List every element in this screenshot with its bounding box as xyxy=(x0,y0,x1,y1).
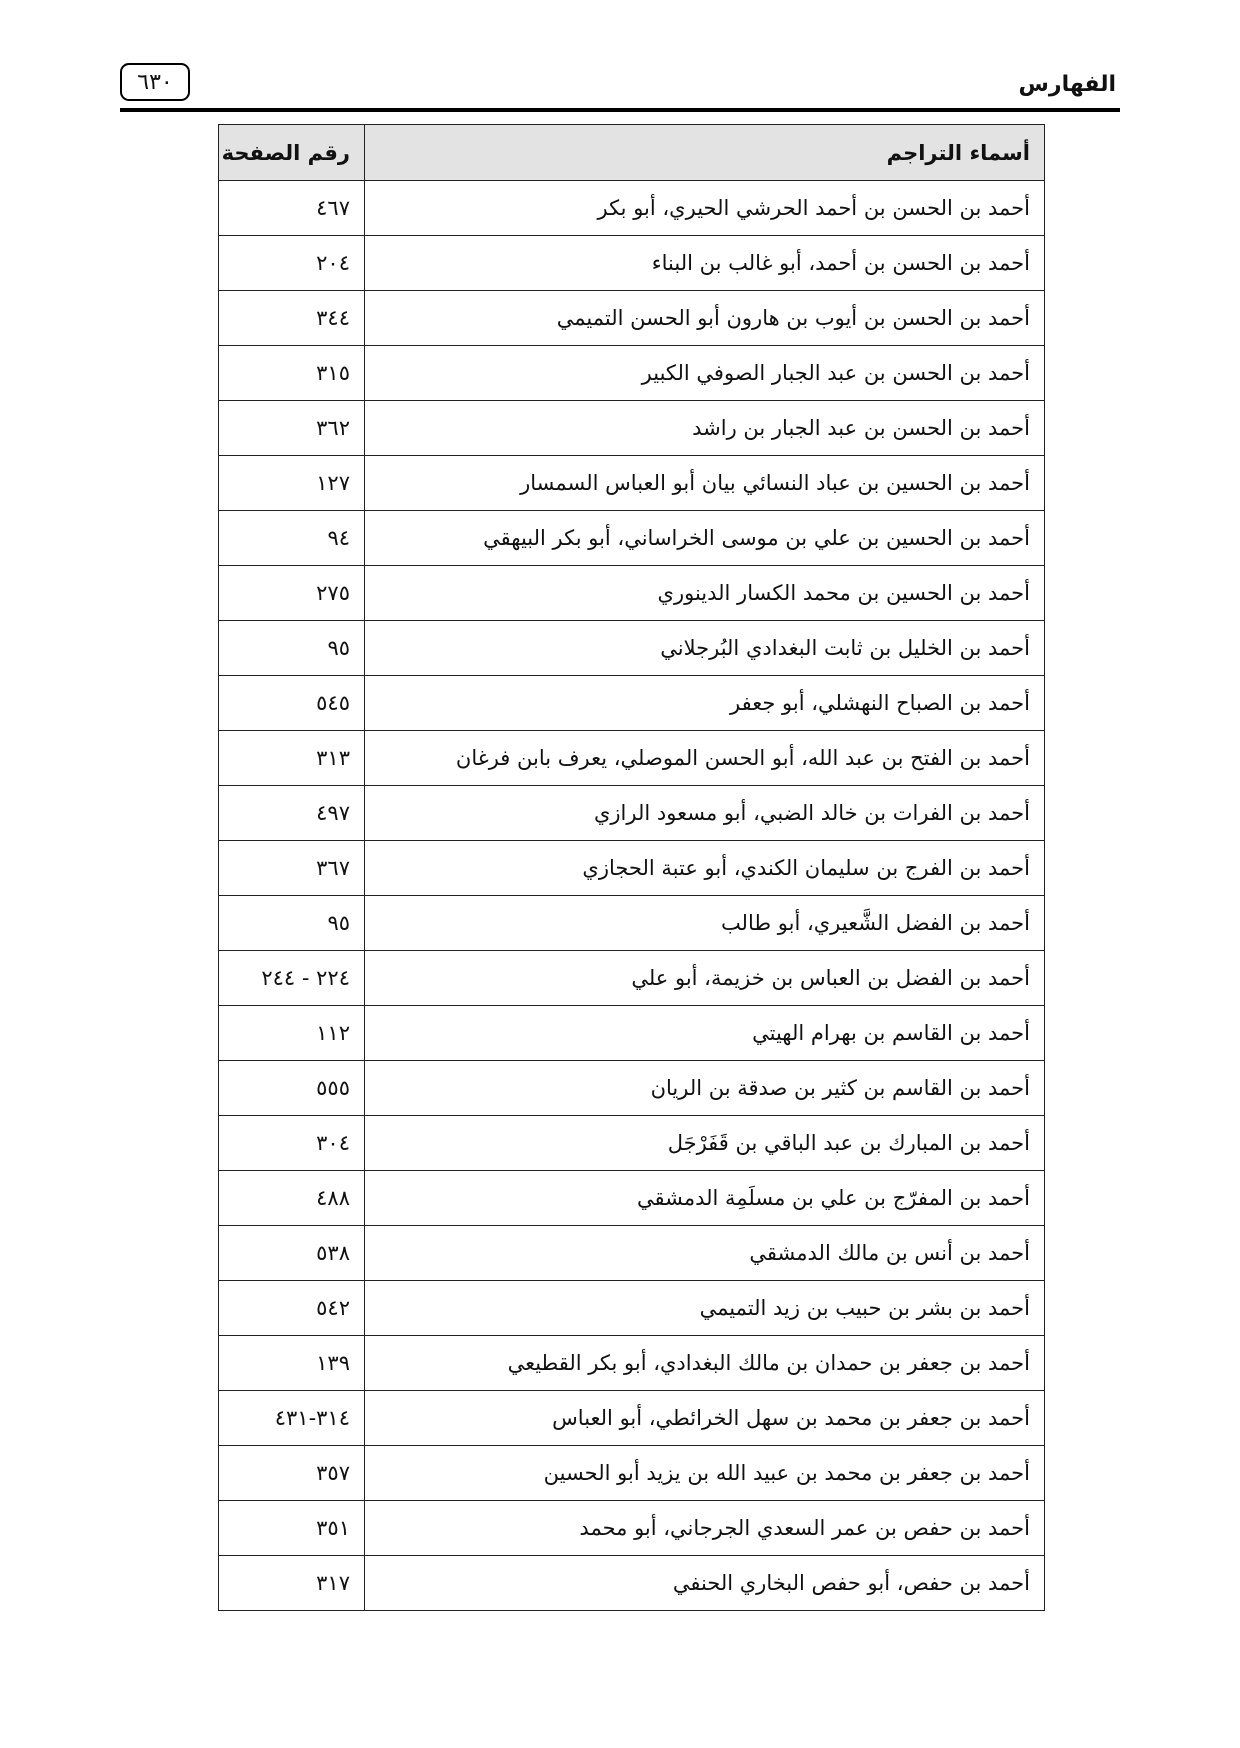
page-reference: ٩٥ xyxy=(219,896,365,951)
table-row xyxy=(219,731,1045,786)
running-head: الفهارس xyxy=(1018,72,1116,97)
biography-name: أحمد بن الفضل بن العباس بن خزيمة، أبو علي xyxy=(365,951,1045,1006)
biography-name: أحمد بن القاسم بن بهرام الهيتي xyxy=(365,1006,1045,1061)
biography-name: أحمد بن الحسين بن عباد النسائي بيان أبو العباس السمسار xyxy=(365,456,1045,511)
page-reference: ٩٥ xyxy=(219,621,365,676)
page-reference: ٤٨٨ xyxy=(219,1171,365,1226)
biography-name: أحمد بن الحسن بن عبد الجبار الصوفي الكبير xyxy=(365,346,1045,401)
table-row xyxy=(219,1446,1045,1501)
table-row xyxy=(219,896,1045,951)
biography-name: أحمد بن حفص، أبو حفص البخاري الحنفي xyxy=(365,1556,1045,1611)
table-row xyxy=(219,346,1045,401)
page-reference: ١١٢ xyxy=(219,1006,365,1061)
biography-name: أحمد بن الفتح بن عبد الله، أبو الحسن الموصلي، يعرف بابن فرغان xyxy=(365,731,1045,786)
table-row xyxy=(219,1226,1045,1281)
biography-name: أحمد بن المفرّج بن علي بن مسلَمِة الدمشقي xyxy=(365,1171,1045,1226)
biographies-index-table xyxy=(218,124,1045,1611)
biography-name: أحمد بن الحسين بن محمد الكسار الدينوري xyxy=(365,566,1045,621)
page-reference: ٣٦٧ xyxy=(219,841,365,896)
table-row xyxy=(219,1281,1045,1336)
table-row xyxy=(219,181,1045,236)
table-row xyxy=(219,786,1045,841)
page-reference: ٥٤٢ xyxy=(219,1281,365,1336)
table-row xyxy=(219,1501,1045,1556)
page-reference: ٤٩٧ xyxy=(219,786,365,841)
table-row xyxy=(219,1116,1045,1171)
page-column-header: رقم الصفحة xyxy=(219,125,365,181)
page-reference: ٢٠٤ xyxy=(219,236,365,291)
page-reference: ٥٥٥ xyxy=(219,1061,365,1116)
table-row xyxy=(219,1171,1045,1226)
biography-name: أحمد بن الحسن بن أحمد، أبو غالب بن البناء xyxy=(365,236,1045,291)
table-row xyxy=(219,676,1045,731)
biography-name: أحمد بن القاسم بن كثير بن صدقة بن الريان xyxy=(365,1061,1045,1116)
table-row xyxy=(219,1006,1045,1061)
page-reference: ٣١٣ xyxy=(219,731,365,786)
page-reference: ٣٠٤ xyxy=(219,1116,365,1171)
page-number: ٦٣٠ xyxy=(120,63,190,101)
page-reference: ٣١٤-٤٣١ xyxy=(219,1391,365,1446)
header-rule xyxy=(120,108,1120,112)
biography-name: أحمد بن الخليل بن ثابت البغدادي البُرجلاني xyxy=(365,621,1045,676)
table-row xyxy=(219,236,1045,291)
table-body xyxy=(219,181,1045,1611)
page-reference: ٣٦٢ xyxy=(219,401,365,456)
table-row xyxy=(219,841,1045,896)
names-column-header: أسماء التراجم xyxy=(365,125,1045,181)
table-row xyxy=(219,401,1045,456)
biography-name: أحمد بن الحسن بن أحمد الحرشي الحيري، أبو بكر xyxy=(365,181,1045,236)
page-reference: ٢٧٥ xyxy=(219,566,365,621)
table-row xyxy=(219,291,1045,346)
biography-name: أحمد بن أنس بن مالك الدمشقي xyxy=(365,1226,1045,1281)
table-row xyxy=(219,1061,1045,1116)
biography-name: أحمد بن جعفر بن حمدان بن مالك البغدادي، أبو بكر القطيعي xyxy=(365,1336,1045,1391)
biography-name: أحمد بن الفرج بن سليمان الكندي، أبو عتبة الحجازي xyxy=(365,841,1045,896)
page-reference: ٥٣٨ xyxy=(219,1226,365,1281)
table-header-row xyxy=(219,125,1045,181)
biography-name: أحمد بن الحسين بن علي بن موسى الخراساني، أبو بكر البيهقي xyxy=(365,511,1045,566)
biography-name: أحمد بن حفص بن عمر السعدي الجرجاني، أبو محمد xyxy=(365,1501,1045,1556)
page-reference: ٩٤ xyxy=(219,511,365,566)
table-row xyxy=(219,1336,1045,1391)
page-reference: ١٣٩ xyxy=(219,1336,365,1391)
table-row xyxy=(219,951,1045,1006)
page-reference: ٢٢٤ - ٢٤٤ xyxy=(219,951,365,1006)
table-row xyxy=(219,621,1045,676)
page-reference: ٣١٧ xyxy=(219,1556,365,1611)
table-row xyxy=(219,1391,1045,1446)
biography-name: أحمد بن الفرات بن خالد الضبي، أبو مسعود الرازي xyxy=(365,786,1045,841)
biography-name: أحمد بن جعفر بن محمد بن عبيد الله بن يزيد أبو الحسين xyxy=(365,1446,1045,1501)
page-reference: ٥٤٥ xyxy=(219,676,365,731)
page-reference: ٣٥١ xyxy=(219,1501,365,1556)
page-reference: ٤٦٧ xyxy=(219,181,365,236)
page-reference: ٣٤٤ xyxy=(219,291,365,346)
table-row xyxy=(219,511,1045,566)
table-row xyxy=(219,566,1045,621)
page-reference: ٣١٥ xyxy=(219,346,365,401)
biography-name: أحمد بن الحسن بن أيوب بن هارون أبو الحسن التميمي xyxy=(365,291,1045,346)
biography-name: أحمد بن جعفر بن محمد بن سهل الخرائطي، أبو العباس xyxy=(365,1391,1045,1446)
page-reference: ٣٥٧ xyxy=(219,1446,365,1501)
biography-name: أحمد بن الفضل الشَّعيري، أبو طالب xyxy=(365,896,1045,951)
page-reference: ١٢٧ xyxy=(219,456,365,511)
biography-name: أحمد بن الصباح النهشلي، أبو جعفر xyxy=(365,676,1045,731)
table-row xyxy=(219,456,1045,511)
table-row xyxy=(219,1556,1045,1611)
biography-name: أحمد بن الحسن بن عبد الجبار بن راشد xyxy=(365,401,1045,456)
biography-name: أحمد بن المبارك بن عبد الباقي بن قَفَرْجَل xyxy=(365,1116,1045,1171)
biography-name: أحمد بن بشر بن حبيب بن زيد التميمي xyxy=(365,1281,1045,1336)
